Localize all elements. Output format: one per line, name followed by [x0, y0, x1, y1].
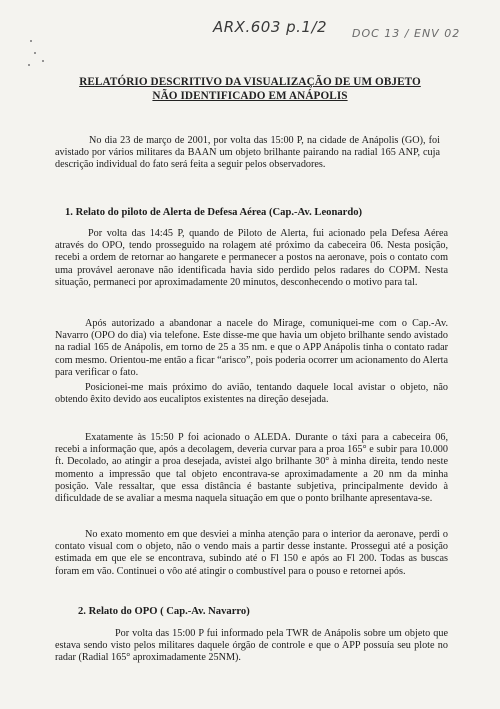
section2-heading: 2. Relato do OPO ( Cap.-Av. Navarro)	[78, 606, 250, 617]
section1-paragraph: Por volta das 14:45 P, quando de Piloto de Alerta, fui acionado pela Defesa Aérea através do OPO, tendo prosseguido na rolagem até próximo da cabeceira 06. Nesta posição, recebi a ordem de retornar ao hangarete e permanecer a postos na aeronave, pois o contato com uma provável aeronave não identificada havia sido perdido pelos radares do COPM. Nesta situação, permaneci por aproximadamente 20 minutos, desconhecendo o motivo para tal.	[55, 228, 448, 288]
handwritten-doc-note: DOC 13 / ENV 02	[352, 27, 461, 40]
scan-speck	[34, 52, 36, 54]
section1-paragraph: Posicionei-me mais próximo do avião, tentando daquele local avistar o objeto, não obtendo êxito devido aos eucaliptos existentes na direção desejada.	[55, 382, 448, 406]
scan-speck	[28, 64, 30, 66]
section2-paragraph: Por volta das 15:00 P fui informado pela TWR de Anápolis sobre um objeto que estava sendo visto pelos militares daquele órgão de controle e que o APP possuía seu plote no radar (Radial 165° aproximadamente 25NM).	[55, 628, 448, 664]
scan-speck	[30, 40, 32, 42]
section1-paragraph: Após autorizado a abandonar a nacele do Mirage, comuniquei-me com o Cap.-Av. Navarro (OPO do dia) via telefone. Este disse-me que havia um objeto brilhante sendo avistado na radial 165 de Anápolis, em torno de 25 a 35 nm. e que o APP Anápolis tinha o contato radar com mesmo. Orientou-me então a ficar “arisco”, pois poderia ocorrer um acionamento do Alerta para verificar o fato.	[55, 318, 448, 378]
handwritten-reference: ARX.603 p.1/2	[213, 18, 328, 36]
section1-paragraph: Exatamente às 15:50 P foi acionado o ALEDA. Durante o táxi para a cabeceira 06, recebi a informação que, após a decolagem, deveria curvar para a proa 165° e subir para 10.000 ft. Decolado, ao atingir a proa desejada, avistei algo brilhante 30° à minha direita, tendo neste momento a impressão que tal objeto encontrava-se aproximadamente a 20 nm da minha posição. Vale ressaltar, que essa distância é bastante subjetiva, principalmente devido à dificuldade de se avaliar a mesma naquela situação em que o ponto brilhante apresentava-se.	[55, 432, 448, 505]
section1-paragraph: No exato momento em que desviei a minha atenção para o interior da aeronave, perdi o contato visual com o objeto, não o vendo mais a partir desse instante. Prossegui até a posição estimada em que ele se encontrava, subindo até o Fl 150 e após ao Fl 200. Todas as buscas foram em vão. Continuei o vôo até atingir o combustível para o pouso e retornei após.	[55, 529, 448, 577]
document-title-line1: RELATÓRIO DESCRITIVO DA VISUALIZAÇÃO DE UM OBJETO	[79, 76, 421, 88]
scan-speck	[42, 60, 44, 62]
intro-paragraph: No dia 23 de março de 2001, por volta das 15:00 P, na cidade de Anápolis (GO), foi avistado por vários militares da BAAN um objeto brilhante pairando na radial 165 ANP, cuja descrição individual do fato será feita a seguir pelos observadores.	[55, 135, 440, 171]
section1-heading: 1. Relato do piloto de Alerta de Defesa Aérea (Cap.-Av. Leonardo)	[65, 207, 363, 218]
document-title-line2: NÃO IDENTIFICADO EM ANÁPOLIS	[152, 90, 348, 102]
